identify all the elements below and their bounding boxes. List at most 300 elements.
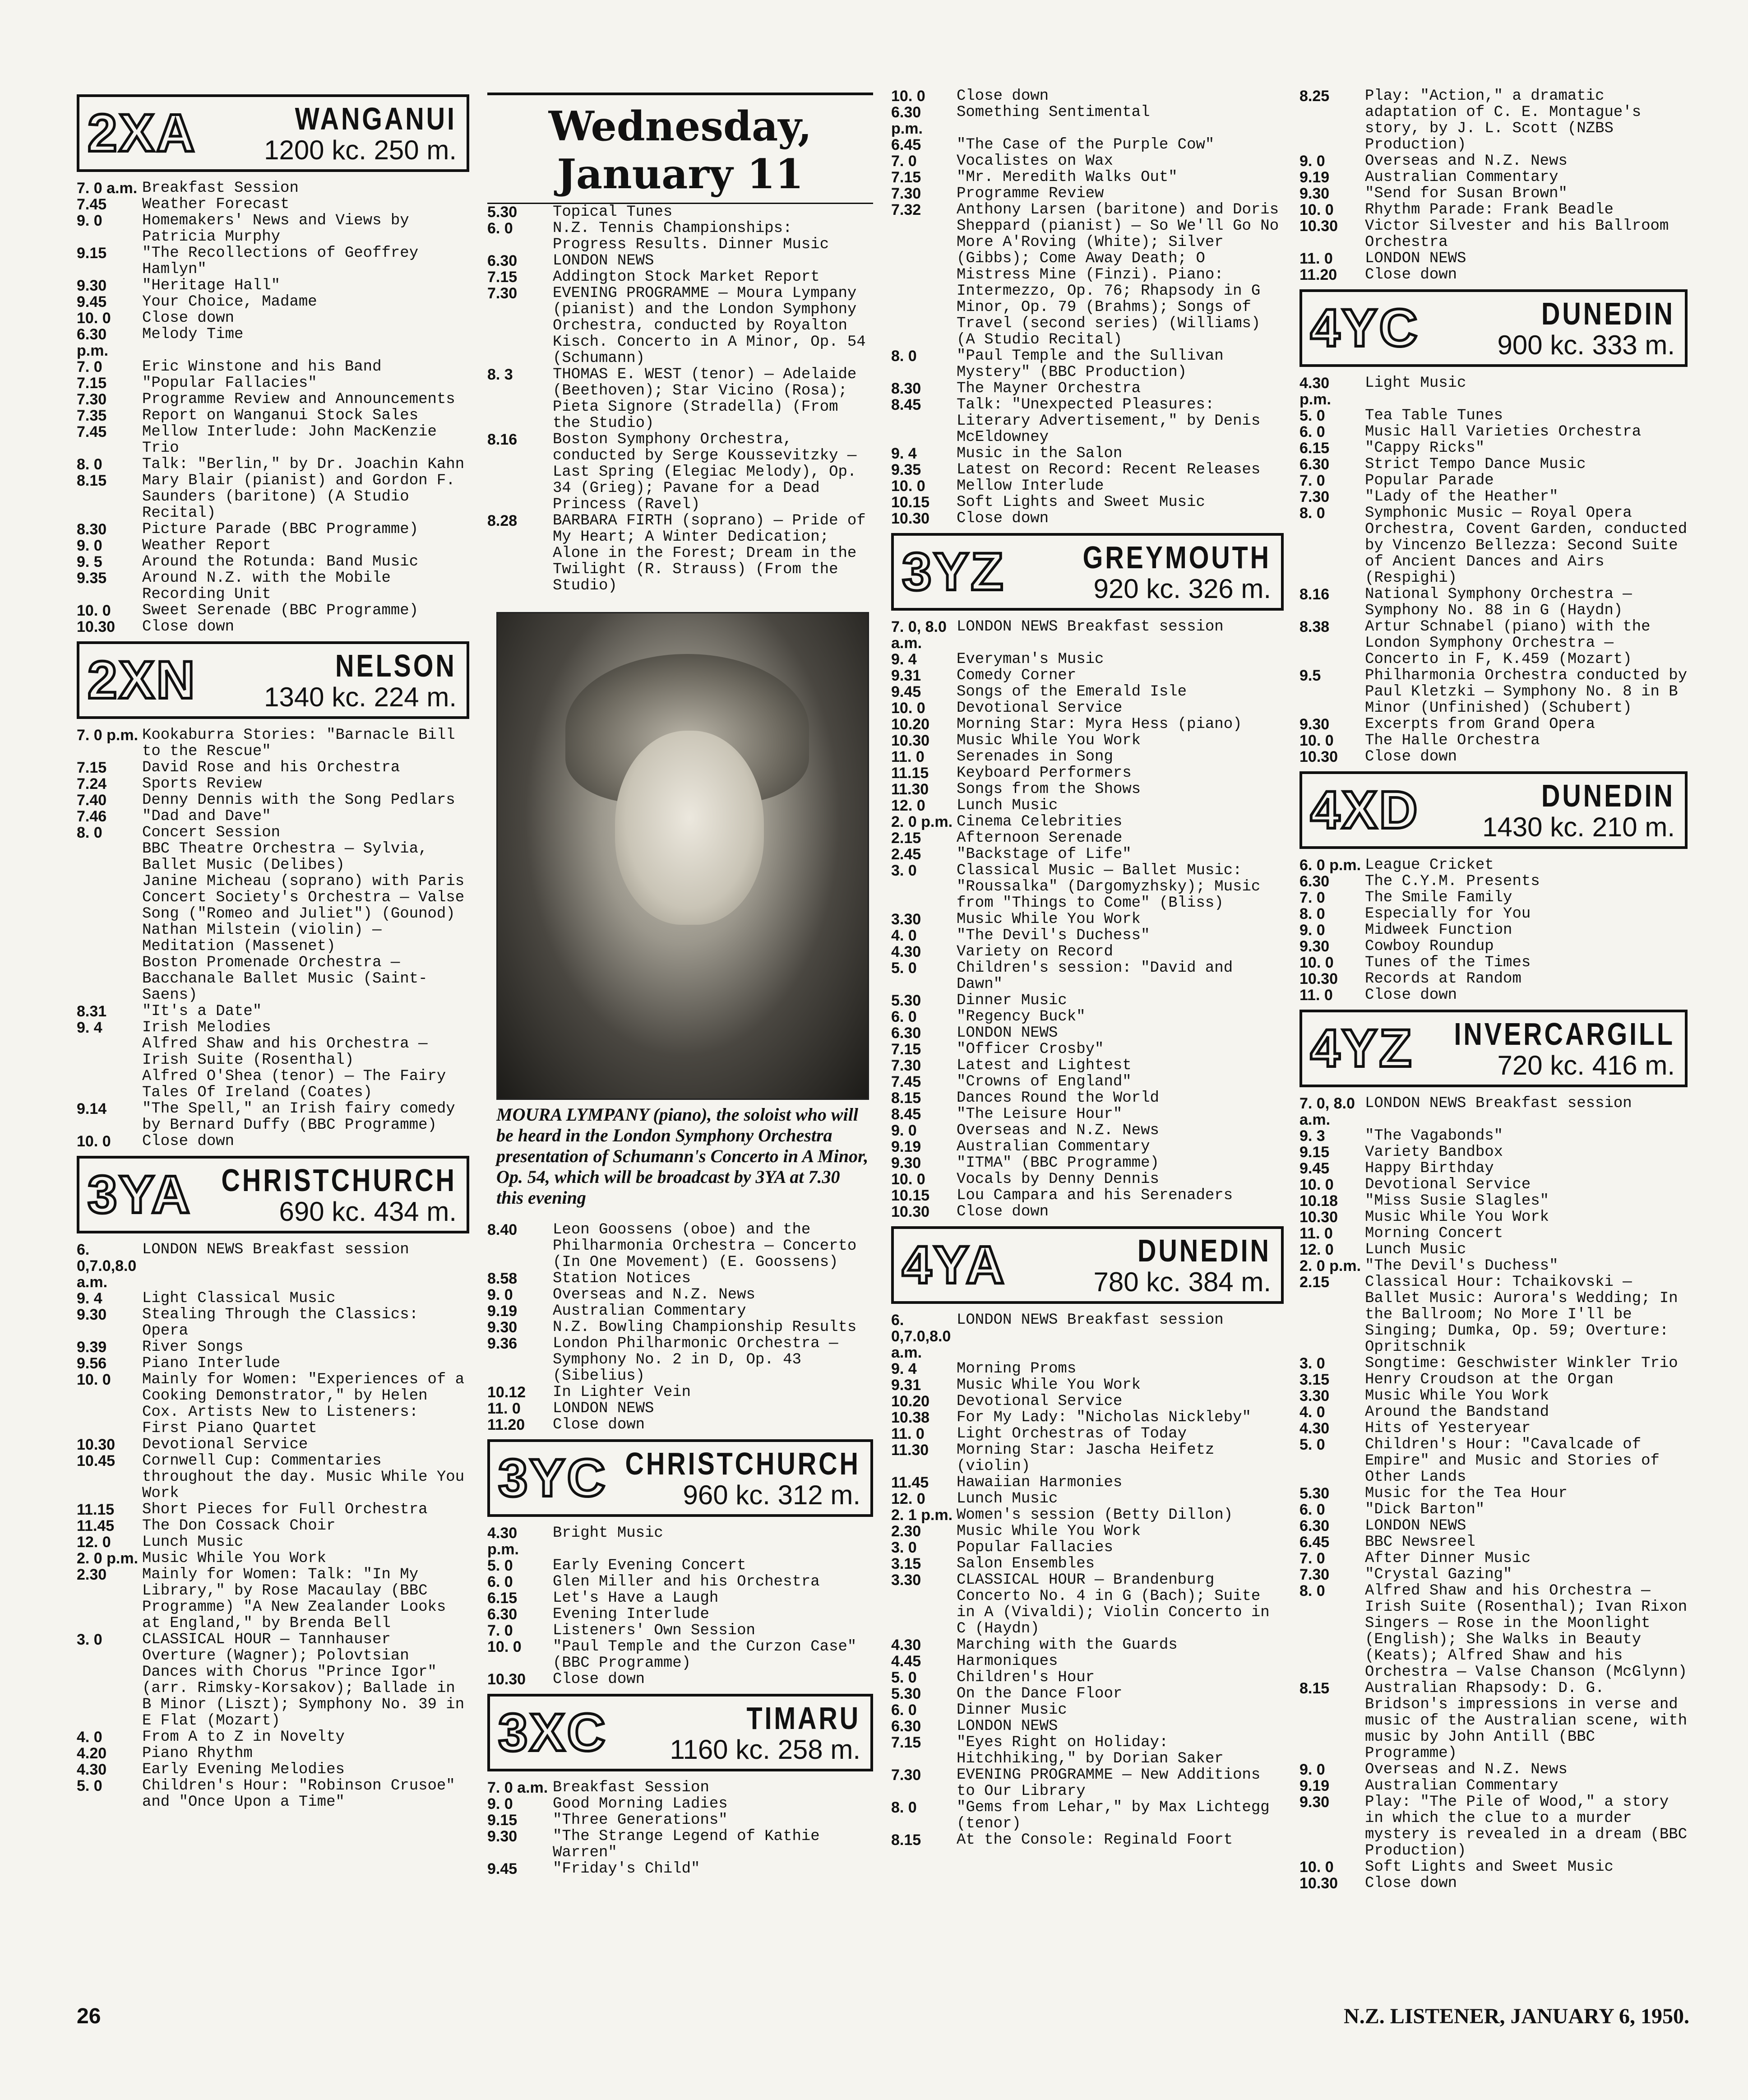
- list-item: [1299, 987, 1688, 1003]
- program-time: 8.15: [891, 1089, 921, 1107]
- station-city: INVERCARGILL: [1454, 1016, 1675, 1052]
- list-item: [1299, 1567, 1688, 1583]
- program-time: 10.15: [891, 1187, 930, 1204]
- list-item: [891, 1204, 1284, 1220]
- station-call: 3YZ: [902, 542, 1005, 602]
- program-title: Overseas and N.Z. News: [957, 1122, 1159, 1139]
- program-time: 10. 0: [891, 1171, 925, 1188]
- list-item: [891, 781, 1284, 797]
- program-title: Stealing Through the Classics: Opera: [142, 1306, 419, 1340]
- list-item: [891, 927, 1284, 944]
- program-title: Talk: "Unexpected Pleasures: Literary Advertisement," by Denis McEldowney: [957, 396, 1261, 446]
- program-time: 4.30 p.m.: [487, 1525, 519, 1558]
- program-time: 9.30: [487, 1828, 518, 1845]
- list-item: [487, 204, 873, 220]
- program-time: 10. 0: [77, 602, 111, 619]
- program-title: "The Leisure Hour": [957, 1106, 1123, 1123]
- program-title: Cowboy Roundup: [1365, 938, 1494, 955]
- list-item: [891, 104, 1284, 137]
- program-time: 8.16: [1299, 586, 1330, 603]
- program-title: Women's session (Betty Dillon): [957, 1507, 1233, 1524]
- program-title: Records at Random: [1365, 970, 1521, 987]
- program-time: 5. 0: [77, 1777, 102, 1794]
- station-city: DUNEDIN: [1541, 778, 1675, 813]
- program-title: Close down: [142, 1133, 235, 1150]
- program-time: 11. 0: [891, 748, 925, 765]
- program-title: Your Choice, Madame: [142, 293, 317, 311]
- program-time: 8. 3: [487, 366, 513, 383]
- program-title: Piano Rhythm: [142, 1745, 253, 1762]
- schedule-greymouth: [891, 619, 1284, 1220]
- program-title: Midweek Function: [1365, 922, 1512, 939]
- list-item: [891, 397, 1284, 445]
- program-time: 8. 0: [1299, 505, 1325, 522]
- list-item: [1299, 505, 1688, 586]
- program-time: 10.30: [1299, 1209, 1338, 1226]
- program-title: Weather Report: [142, 537, 271, 554]
- program-title: Henry Croudson at the Organ: [1365, 1371, 1614, 1388]
- list-item: [77, 1502, 469, 1518]
- program-title: "The Devil's Duchess": [957, 927, 1150, 944]
- list-item: [891, 830, 1284, 846]
- list-item: [891, 137, 1284, 153]
- program-title: Close down: [957, 88, 1049, 105]
- station-frequency: 1200 kc. 250 m.: [264, 135, 457, 165]
- program-time: 9.30: [1299, 1794, 1330, 1811]
- list-item: [891, 1409, 1284, 1426]
- program-title: Melody Time: [142, 326, 244, 343]
- station-frequency: 900 kc. 333 m.: [1497, 330, 1675, 360]
- program-title: Evening Interlude: [553, 1606, 709, 1623]
- program-time: 2. 0 p.m.: [1299, 1257, 1361, 1275]
- list-item: [1299, 1225, 1688, 1242]
- list-item: [1299, 619, 1688, 668]
- list-item: [77, 326, 469, 359]
- program-title: Victor Silvester and his Ballroom Orchestra: [1365, 218, 1669, 251]
- list-item: [77, 1020, 469, 1036]
- program-title: Close down: [957, 1203, 1049, 1220]
- list-item: [487, 1287, 873, 1303]
- program-time: 10.15: [891, 494, 930, 511]
- program-title: "The Spell," an Irish fairy comedy by Bernard Duffy (BBC Programme): [142, 1100, 455, 1134]
- program-time: 4. 0: [77, 1729, 102, 1746]
- program-time: 6.45: [1299, 1534, 1330, 1551]
- list-item: [77, 554, 469, 570]
- program-title: On the Dance Floor: [957, 1685, 1123, 1702]
- program-time: 6.30: [1299, 456, 1330, 473]
- list-item: [487, 1828, 873, 1861]
- program-title: Comedy Corner: [957, 667, 1077, 684]
- program-title: Cinema Celebrities: [957, 813, 1123, 830]
- list-item: [77, 359, 469, 375]
- program-time: 9.30: [1299, 185, 1330, 202]
- list-item: [77, 841, 469, 873]
- column-3: [891, 88, 1284, 1848]
- program-title: LONDON NEWS: [1365, 250, 1466, 267]
- list-item: [487, 1400, 873, 1417]
- list-item: [1299, 1859, 1688, 1875]
- station-frequency: 780 kc. 384 m.: [1093, 1267, 1271, 1297]
- list-item: [1299, 716, 1688, 732]
- program-title: LONDON NEWS Breakfast session: [1365, 1095, 1632, 1112]
- program-time: 4.30: [891, 1636, 921, 1654]
- program-title: Addington Stock Market Report: [553, 269, 820, 286]
- program-time: 10.30: [891, 510, 930, 527]
- program-time: 9.15: [487, 1812, 518, 1829]
- list-item: [77, 391, 469, 408]
- program-time: 11.20: [1299, 266, 1337, 283]
- program-title: Songs from the Shows: [957, 781, 1141, 798]
- program-title: Close down: [1365, 748, 1457, 765]
- list-item: [487, 1590, 873, 1606]
- program-title: Keyboard Performers: [957, 765, 1132, 782]
- list-item: [891, 1393, 1284, 1409]
- list-item: [77, 473, 469, 521]
- schedule-3yc: [487, 1525, 873, 1687]
- program-title: "The Recollections of Geoffrey Hamlyn": [142, 245, 419, 278]
- program-time: 3.15: [891, 1555, 921, 1572]
- list-item: [891, 1539, 1284, 1556]
- list-item: [891, 668, 1284, 684]
- list-item: [77, 873, 469, 922]
- program-title: Short Pieces for Full Orchestra: [142, 1501, 428, 1518]
- list-item: [77, 922, 469, 955]
- list-item: [77, 603, 469, 619]
- list-item: [1299, 1144, 1688, 1160]
- list-item: [891, 684, 1284, 700]
- program-title: N.Z. Tennis Championships: Progress Results. Dinner Music: [553, 220, 829, 253]
- station-city: NELSON: [335, 648, 457, 683]
- list-item: [1299, 1550, 1688, 1567]
- program-time: 9.30: [1299, 716, 1330, 733]
- program-title: Around the Rotunda: Band Music: [142, 553, 419, 570]
- program-title: Lunch Music: [1365, 1241, 1466, 1258]
- list-item: [891, 1187, 1284, 1204]
- program-time: 9.30: [77, 1306, 107, 1323]
- program-title: "Cappy Ricks": [1365, 440, 1485, 457]
- program-time: 7. 0: [77, 358, 102, 375]
- list-item: [891, 944, 1284, 960]
- list-item: [77, 1729, 469, 1745]
- list-item: [891, 1669, 1284, 1686]
- list-item: [1299, 1437, 1688, 1485]
- program-title: Mellow Interlude: John MacKenzie Trio: [142, 423, 437, 457]
- program-title: Children's Hour: "Cavalcade of Empire" and Music and Stories of Other Lands: [1365, 1436, 1660, 1486]
- program-time: 11.15: [891, 765, 929, 782]
- list-item: [1299, 1128, 1688, 1144]
- program-title: Bright Music: [553, 1525, 663, 1542]
- photo-caption: MOURA LYMPANY (piano), the soloist who will be heard in the London Symphony Orchestra presentation of Schumann's Concerto in A Minor, Op. 54, which will be broadcast by 3YA at 7.30 this evening: [496, 1104, 869, 1208]
- program-title: Music While You Work: [1365, 1209, 1549, 1226]
- list-item: [1299, 971, 1688, 987]
- station-call: 2XN: [88, 650, 197, 710]
- program-time: 6.30: [1299, 1517, 1330, 1534]
- program-title: Music While You Work: [957, 1523, 1141, 1540]
- program-time: 9.45: [487, 1860, 518, 1877]
- program-title: At the Console: Reginald Foort: [957, 1831, 1233, 1849]
- list-item: [891, 1361, 1284, 1377]
- list-item: [1299, 1680, 1688, 1762]
- program-time: 9. 0: [487, 1286, 513, 1303]
- program-title: Breakfast Session: [553, 1779, 709, 1796]
- program-title: "Mr. Meredith Walks Out": [957, 169, 1178, 186]
- program-time: 9.19: [487, 1303, 518, 1320]
- program-title: Morning Star: Jascha Heifetz (violin): [957, 1442, 1215, 1475]
- program-title: Close down: [1365, 266, 1457, 283]
- program-time: 9.45: [77, 293, 107, 311]
- list-item: [891, 911, 1284, 927]
- program-title: "Lady of the Heather": [1365, 488, 1558, 505]
- program-title: "Miss Susie Slagles": [1365, 1192, 1549, 1210]
- program-time: 8.31: [77, 1003, 107, 1020]
- schedule-wanganui: [77, 180, 469, 635]
- program-time: 10.30: [891, 732, 930, 749]
- program-title: Let's Have a Laugh: [553, 1590, 719, 1607]
- list-item: [891, 348, 1284, 380]
- station-city: DUNEDIN: [1138, 1233, 1271, 1268]
- program-title: "Officer Crosby": [957, 1041, 1104, 1058]
- program-title: Popular Fallacies: [957, 1539, 1113, 1556]
- program-time: 10. 0: [1299, 732, 1334, 749]
- list-item: [1299, 1372, 1688, 1388]
- list-item: [1299, 1209, 1688, 1225]
- list-item: [77, 1003, 469, 1020]
- program-time: 7.30: [891, 1766, 921, 1784]
- program-time: 3.15: [1299, 1371, 1330, 1388]
- program-title: "Dick Barton": [1365, 1501, 1485, 1518]
- program-title: EVENING PROGRAMME — New Additions to Our Library: [957, 1766, 1261, 1800]
- program-title: THOMAS E. WEST (tenor) — Adelaide (Beethoven); Star Vicino (Rosa); Pieta Signore (Stradella) (From the Studio): [553, 366, 857, 432]
- program-time: 10.30: [1299, 218, 1338, 235]
- program-time: 9. 4: [77, 1019, 102, 1036]
- program-time: 9.31: [891, 1377, 921, 1394]
- list-item: [891, 1767, 1284, 1799]
- program-title: Dinner Music: [957, 1701, 1067, 1719]
- program-time: 7. 0: [891, 153, 917, 170]
- list-item: [487, 269, 873, 285]
- program-time: 2. 0 p.m.: [891, 813, 953, 830]
- program-title: Anthony Larsen (baritone) and Doris Sheppard (pianist) — So We'll Go No More A'Roving (White); Silver (Gibbs); Come Away Death; O Mistress Mine (Finzi). Piano: Intermezzo, Op. 76; Rhapsody in G Minor, Op. 79 (Brahms); Songs of Travel (second series) (Williams) (A Studio Recital): [957, 201, 1279, 348]
- list-item: [891, 1139, 1284, 1155]
- program-title: Around N.Z. with the Mobile Recording Unit: [142, 570, 391, 603]
- station-frequency: 690 kc. 434 m.: [279, 1196, 457, 1227]
- program-title: Alfred Shaw and his Orchestra — Irish Suite (Rosenthal); Ivan Rixon Singers — Rose in the Moonlight (English); She Walks in Beauty (Keats); Alfred Shaw and his Orchestra — Valse Chanson (McGlynn): [1365, 1582, 1688, 1681]
- list-item: [891, 1122, 1284, 1139]
- program-time: 8.15: [77, 472, 107, 489]
- list-item: [891, 1312, 1284, 1361]
- program-title: Everyman's Music: [957, 651, 1104, 668]
- program-time: 6.30: [487, 252, 518, 269]
- program-title: "The Strange Legend of Kathie Warren": [553, 1828, 820, 1861]
- list-item: [891, 1025, 1284, 1041]
- list-item: [77, 727, 469, 760]
- list-item: [891, 494, 1284, 510]
- list-item: [487, 285, 873, 366]
- program-time: 6. 0 p.m.: [1299, 857, 1361, 874]
- program-time: 10.30: [891, 1203, 930, 1220]
- list-item: [77, 180, 469, 196]
- list-item: [891, 185, 1284, 202]
- station-header-3yz: [891, 533, 1284, 611]
- program-title: CLASSICAL HOUR — Brandenburg Concerto No. 4 in G (Bach); Suite in A (Vivaldi); Violin Concerto in C (Haydn): [957, 1572, 1270, 1637]
- list-item: [1299, 1778, 1688, 1794]
- program-time: 10.30: [487, 1671, 526, 1688]
- program-time: 8.58: [487, 1270, 518, 1287]
- program-time: 12. 0: [891, 797, 925, 814]
- list-item: [487, 1558, 873, 1574]
- list-item: [1299, 1485, 1688, 1502]
- list-item: [487, 1861, 873, 1877]
- program-time: 9. 4: [77, 1290, 102, 1307]
- program-time: 12. 0: [77, 1534, 111, 1551]
- program-time: 2.45: [891, 846, 921, 863]
- program-time: 5.30: [487, 204, 518, 221]
- list-item: [1299, 202, 1688, 218]
- list-item: [891, 1491, 1284, 1507]
- list-item: [891, 1474, 1284, 1491]
- program-time: [77, 841, 142, 873]
- list-item: [77, 825, 469, 841]
- list-item: [77, 521, 469, 538]
- program-time: 7.15: [77, 759, 107, 776]
- station-frequency: 1430 kc. 210 m.: [1482, 812, 1675, 842]
- program-time: 9.45: [1299, 1160, 1330, 1177]
- list-item: [1299, 408, 1688, 424]
- list-item: [1299, 1794, 1688, 1859]
- program-title: Sports Review: [142, 775, 262, 793]
- program-time: 9.35: [77, 570, 107, 587]
- list-item: [891, 651, 1284, 668]
- program-title: Programme Review and Announcements: [142, 391, 455, 408]
- list-item: [1299, 749, 1688, 765]
- list-item: [77, 424, 469, 456]
- program-title: Australian Rhapsody: D. G. Bridson's impressions in verse and music of the Australian scene, with music by John Antill (BBC Programme): [1365, 1680, 1688, 1762]
- program-title: Play: "Action," a dramatic adaptation of C. E. Montague's story, by J. L. Scott (NZBS Production): [1365, 88, 1642, 153]
- list-item: [77, 310, 469, 326]
- program-title: Overseas and N.Z. News: [1365, 153, 1568, 170]
- list-item: [891, 153, 1284, 169]
- program-title: "Eyes Right on Holiday: Hitchhiking," by Dorian Saker: [957, 1734, 1224, 1767]
- program-time: 10.30: [77, 618, 116, 635]
- program-title: Vocals by Denny Dennis: [957, 1171, 1159, 1188]
- list-item: [1299, 1518, 1688, 1534]
- station-call: 3YC: [498, 1448, 607, 1508]
- program-title: Songs of the Emerald Isle: [957, 683, 1187, 700]
- list-item: [77, 1453, 469, 1502]
- program-title: In Lighter Vein: [553, 1384, 691, 1401]
- program-time: [77, 955, 142, 1003]
- program-title: Afternoon Serenade: [957, 830, 1123, 847]
- list-item: [1299, 586, 1688, 619]
- program-title: Music While You Work: [142, 1550, 327, 1567]
- program-title: Around the Bandstand: [1365, 1404, 1549, 1421]
- program-title: Light Orchestras of Today: [957, 1425, 1187, 1442]
- list-item: [487, 1303, 873, 1319]
- list-item: [1299, 890, 1688, 906]
- program-title: Play: "The Pile of Wood," a story in which the clue to a murder mystery is revealed in a dream (BBC Production): [1365, 1794, 1688, 1859]
- list-item: [77, 1036, 469, 1068]
- list-item: [1299, 873, 1688, 890]
- program-title: Programme Review: [957, 185, 1104, 202]
- list-item: [891, 1377, 1284, 1393]
- program-title: Mary Blair (pianist) and Gordon F. Saunders (baritone) (A Studio Recital): [142, 472, 455, 522]
- program-time: 10.30: [1299, 970, 1338, 987]
- schedule-invercargill: [1299, 1095, 1688, 1891]
- list-item: [77, 1762, 469, 1778]
- list-item: [77, 1339, 469, 1355]
- program-title: Close down: [553, 1671, 645, 1688]
- program-time: 3.30: [1299, 1387, 1330, 1405]
- station-header-3ya: [77, 1156, 469, 1233]
- list-item: [487, 1335, 873, 1384]
- program-time: 7.30: [891, 185, 921, 202]
- program-time: 7.30: [891, 1057, 921, 1074]
- program-title: Australian Commentary: [1365, 1777, 1558, 1794]
- program-title: Children's Hour: [957, 1669, 1095, 1686]
- program-title: Early Evening Concert: [553, 1557, 746, 1574]
- program-title: Soft Lights and Sweet Music: [957, 494, 1205, 511]
- program-title: "The Devil's Duchess": [1365, 1257, 1558, 1275]
- program-time: 4.30 p.m.: [1299, 375, 1331, 408]
- list-item: [1299, 153, 1688, 169]
- program-title: "The Vagabonds": [1365, 1127, 1503, 1145]
- list-item: [1299, 440, 1688, 456]
- list-item: [1299, 1534, 1688, 1550]
- program-time: 8. 0: [77, 456, 102, 473]
- program-title: Good Morning Ladies: [553, 1795, 728, 1813]
- list-item: [891, 1426, 1284, 1442]
- program-time: 6.30: [891, 1025, 921, 1042]
- program-time: 7.15: [77, 375, 107, 392]
- program-time: 10.18: [1299, 1192, 1338, 1210]
- program-title: "It's a Date": [142, 1003, 262, 1020]
- program-title: Especially for You: [1365, 905, 1531, 923]
- list-item: [77, 570, 469, 603]
- station-call: 4XD: [1310, 780, 1420, 840]
- list-item: [77, 1518, 469, 1534]
- program-time: 9. 3: [1299, 1127, 1325, 1145]
- program-time: 9.15: [77, 245, 107, 262]
- list-item: [1299, 1242, 1688, 1258]
- list-item: [1299, 489, 1688, 505]
- program-title: Kookaburra Stories: "Barnacle Bill to the Rescue": [142, 727, 455, 760]
- station-header-2xa: [77, 94, 469, 172]
- program-time: 10. 0: [77, 1371, 111, 1388]
- program-title: Close down: [142, 618, 235, 635]
- program-time: 9.31: [891, 667, 921, 684]
- station-call: 4YA: [902, 1235, 1006, 1295]
- list-item: [1299, 857, 1688, 873]
- program-time: 7.30: [487, 285, 518, 302]
- program-time: 2. 1 p.m.: [891, 1507, 953, 1524]
- program-title: The Smile Family: [1365, 889, 1512, 906]
- program-title: Happy Birthday: [1365, 1160, 1494, 1177]
- program-title: "Three Generations": [553, 1812, 728, 1829]
- program-time: 6. 0: [487, 1573, 513, 1590]
- program-title: Music While You Work: [957, 1377, 1141, 1394]
- list-item: [487, 1270, 873, 1287]
- program-time: 9. 5: [77, 553, 102, 570]
- program-time: [77, 1068, 142, 1101]
- program-time: 3.30: [891, 1572, 921, 1589]
- list-item: [77, 456, 469, 473]
- program-title: Station Notices: [553, 1270, 691, 1287]
- list-item: [891, 1734, 1284, 1767]
- program-time: 11. 0: [1299, 250, 1333, 267]
- program-title: Alfred Shaw and his Orchestra — Irish Suite (Rosenthal): [142, 1035, 428, 1069]
- list-item: [77, 408, 469, 424]
- list-item: [1299, 955, 1688, 971]
